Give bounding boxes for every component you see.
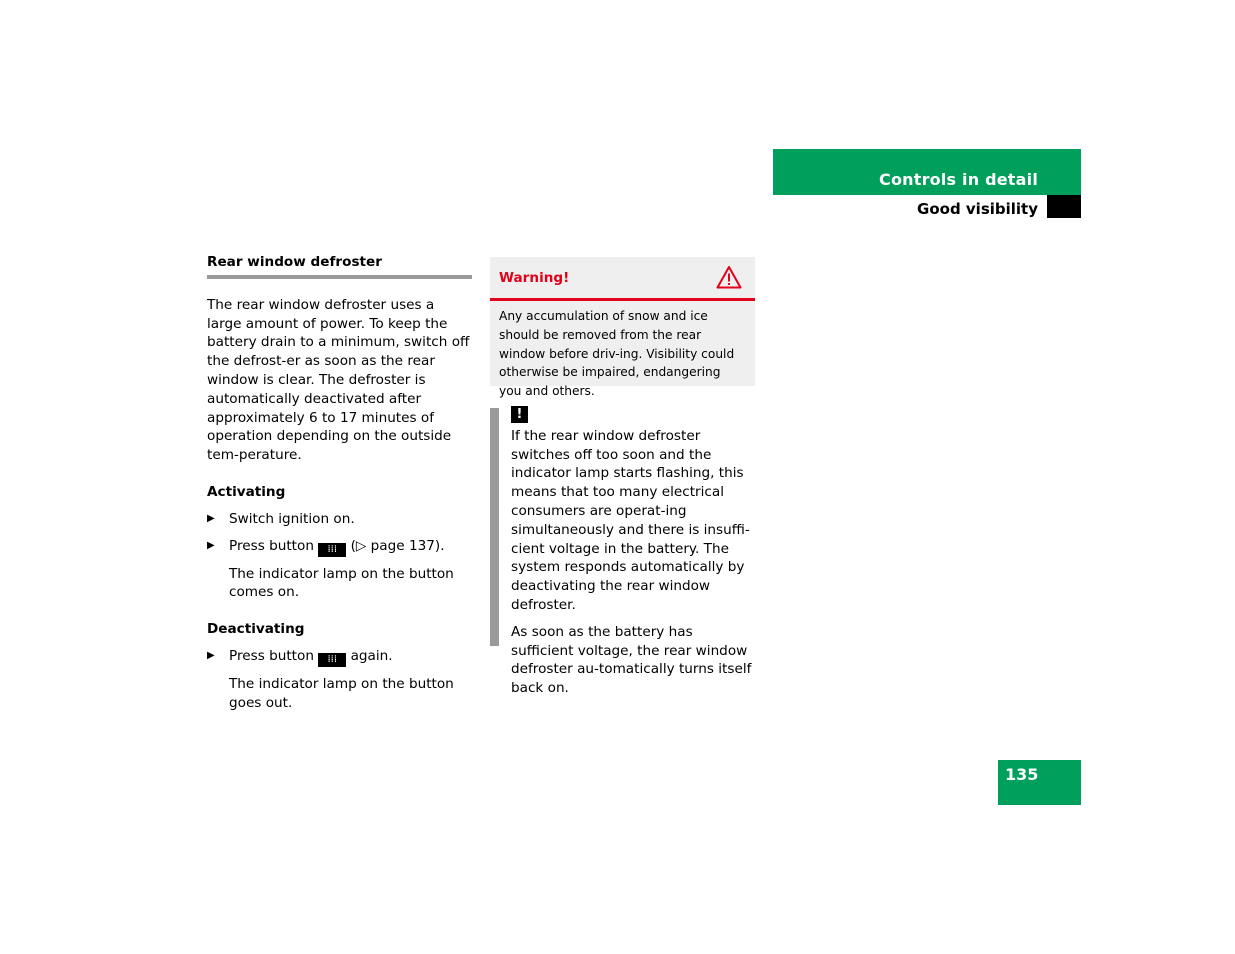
warning-label: Warning! (499, 270, 570, 286)
warning-triangle-icon (716, 265, 742, 289)
triangle-right-icon: ▶ (207, 649, 215, 661)
step-text: Press button (229, 647, 314, 664)
step-text: again. (350, 647, 393, 664)
triangle-right-icon: ▶ (207, 512, 215, 524)
activating-step-2 (207, 537, 472, 557)
warning-header (490, 257, 755, 301)
note-paragraph-1: If the rear window defroster switches off too soon and the indicator lamp starts flashing, this means that too many electrical consumers are operat-ing simultaneously and there is insuffi-cient voltage in the battery. The system responds automatically by deactivating the rear window defroster. (511, 427, 750, 613)
note-block (511, 405, 755, 698)
deactivating-result: The indicator lamp on the button goes out. (229, 675, 454, 711)
section-title: Controls in detail (879, 170, 1038, 189)
subsection-title: Good visibility (917, 200, 1038, 218)
step-text: (▷ page 137). (350, 537, 445, 554)
section-tab-marker (1047, 195, 1081, 218)
exclamation-icon: ! (511, 406, 528, 423)
step-text: Switch ignition on. (229, 510, 355, 527)
rear-defroster-icon: ⁞⁞⁞ (318, 543, 346, 557)
warning-text: Any accumulation of snow and ice should be removed from the rear window before driv-ing. Visibility could otherwise be impaired, endangering you and others. (499, 309, 735, 399)
activating-step-1 (207, 510, 472, 529)
activating-heading: Activating (207, 483, 286, 500)
warning-box (490, 257, 755, 399)
rear-defroster-icon: ⁞⁞⁞ (318, 653, 346, 667)
note-paragraph-2: As soon as the battery has sufficient voltage, the rear window defroster au-tomatically turns itself back on. (511, 623, 752, 697)
intro-paragraph: The rear window defroster uses a large amount of power. To keep the battery drain to a minimum, switch off the defrost-er as soon as the rear window is clear. The defroster is automatically deactivated after approximately 6 to 17 minutes of operation depending on the outside tem-perature. (207, 296, 470, 464)
deactivating-step-1 (207, 647, 472, 667)
activating-result: The indicator lamp on the button comes on. (229, 565, 454, 601)
left-column (207, 253, 472, 713)
note-side-bar (490, 408, 499, 646)
deactivating-heading: Deactivating (207, 621, 305, 638)
section-header-bar (773, 149, 1081, 195)
step-text: Press button (229, 537, 314, 554)
page-number-box (998, 760, 1081, 805)
page-number: 135 (1005, 765, 1039, 784)
triangle-right-icon: ▶ (207, 539, 215, 551)
topic-heading: Rear window defroster (207, 253, 472, 279)
